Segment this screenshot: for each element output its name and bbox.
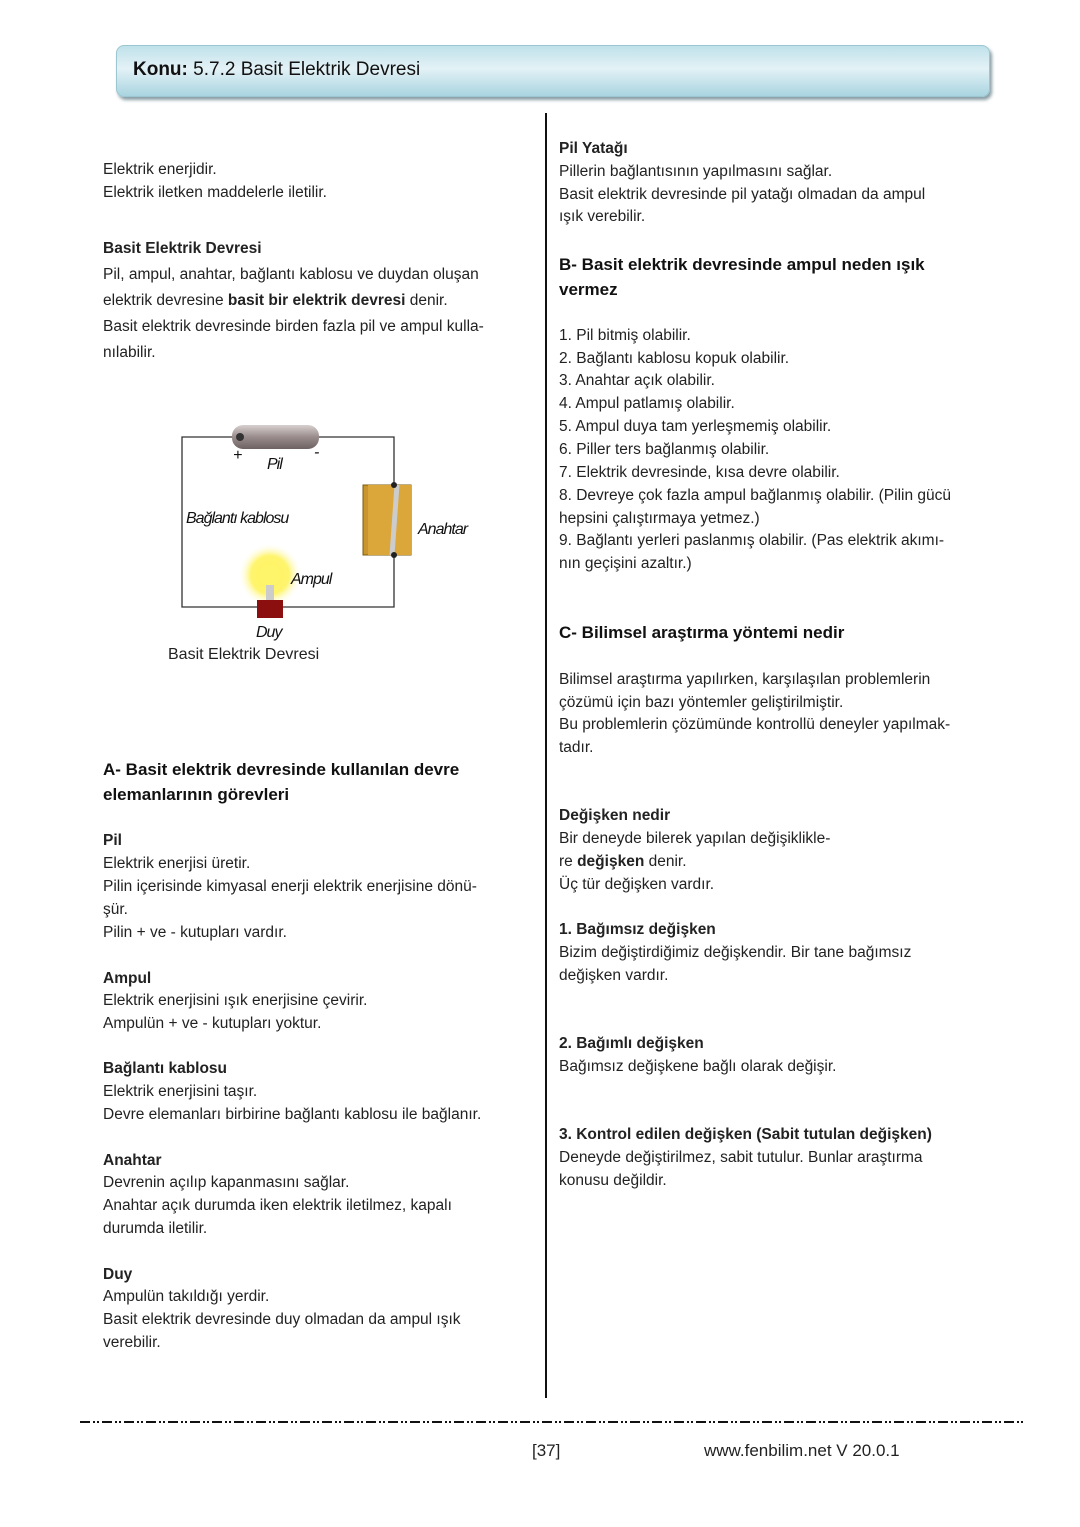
text-line: Pillerin bağlantısının yapılmasını sağlar. [559,163,833,180]
minus-label: - [314,444,319,461]
footer-divider [80,1421,1025,1423]
text-line: Ampulün + ve - kutupları yoktur. [103,1015,322,1032]
section-heading: B- Basit elektrik devresinde ampul neden ışık [559,255,925,274]
socket-icon [257,600,283,618]
item-title: 2. Bağımlı değişken [559,1035,704,1052]
text: re [559,853,578,870]
section-heading: C- Bilimsel araştırma yöntemi nedir [559,623,845,642]
figure-caption: Basit Elektrik Devresi [168,646,320,663]
text-line: çözümü için bazı yöntemler geliştirilmiştir. [559,694,844,711]
item-title: Duy [103,1266,133,1283]
item-title: Değişken nedir [559,807,671,824]
text-line: Elektrik enerjidir. [103,161,217,178]
section-heading: elemanlarının görevleri [103,785,290,804]
text-line: Bağımsız değişkene bağlı olarak değişir. [559,1058,837,1075]
list-item: 2. Bağlantı kablosu kopuk olabilir. [559,350,790,367]
section-heading: A- Basit elektrik devresinde kullanılan devre [103,760,460,779]
switch-label: Anahtar [418,521,468,538]
list-item: 7. Elektrik devresinde, kısa devre olabilir. [559,464,840,481]
text-line: Devrenin açılıp kapanmasını sağlar. [103,1174,350,1191]
item-title: Pil Yatağı [559,140,628,157]
section-title: Basit Elektrik Devresi [103,240,262,257]
section-heading: vermez [559,280,618,299]
item-title: Pil [103,832,122,849]
item-title: 3. Kontrol edilen değişken (Sabit tutulan değişken) [559,1126,932,1143]
text-line: şür. [103,901,128,918]
text: denir. [405,292,448,309]
text-line: Basit elektrik devresinde birden fazla pil ve ampul kulla- [103,318,484,335]
list-item: 3. Anahtar açık olabilir. [559,372,715,389]
page-number: [37] [532,1441,561,1460]
text-line: Anahtar açık durumda iken elektrik iletilmez, kapalı [103,1197,452,1214]
list-item: 1. Pil bitmiş olabilir. [559,327,691,344]
text-line: Deneyde değiştirilmez, sabit tutulur. Bunlar araştırma [559,1149,923,1166]
text-line: ışık verebilir. [559,208,646,225]
text-line: Basit elektrik devresinde pil yatağı olmadan da ampul [559,186,926,203]
text-line: değişken vardır. [559,967,669,984]
text: elektrik devresine [103,292,228,309]
item-title: Ampul [103,970,152,987]
text-line: Basit elektrik devresinde duy olmadan da ampul ışık [103,1311,461,1328]
topic-title [133,59,420,81]
bold-term: değişken [577,853,645,870]
item-title: 1. Bağımsız değişken [559,921,716,938]
battery-icon [232,425,319,449]
wire-label: Bağlantı kablosu [186,510,289,527]
topic-label: Konu: [133,59,188,80]
list-item: hepsini çalıştırmaya yetmez.) [559,510,760,527]
text-line: Elektrik enerjisini ışık enerjisine çevirir. [103,992,368,1009]
list-item: nın geçişini azaltır.) [559,555,692,572]
text-line [559,852,687,872]
text-line: verebilir. [103,1334,161,1351]
circuit-diagram [160,415,480,675]
text-line: Pilin + ve - kutupları vardır. [103,924,287,941]
text: denir. [644,853,687,870]
bulb-label: Ampul [291,571,332,588]
text-line: Pil, ampul, anahtar, bağlantı kablosu ve duydan oluşan [103,266,479,283]
list-item: 4. Ampul patlamış olabilir. [559,395,735,412]
plus-label: + [233,447,242,464]
socket-label: Duy [256,624,282,641]
list-item: 5. Ampul duya tam yerleşmemiş olabilir. [559,418,832,435]
text-line: Elektrik iletken maddelerle iletilir. [103,184,327,201]
text-line: Bu problemlerin çözümünde kontrollü deneyler yapılmak- [559,716,951,733]
topic-header [116,45,990,97]
item-title: Bağlantı kablosu [103,1060,228,1077]
site-version: www.fenbilim.net V 20.0.1 [704,1441,900,1460]
item-title: Anahtar [103,1152,162,1169]
list-item: 8. Devreye çok fazla ampul bağlanmış olabilir. (Pilin gücü [559,487,951,504]
text-line: Bizim değiştirdiğimiz değişkendir. Bir tane bağımsız [559,944,912,961]
text-line: Bir deneyde bilerek yapılan değişiklikle- [559,830,831,847]
text-line: Ampulün takıldığı yerdir. [103,1288,270,1305]
text-line: Pilin içerisinde kimyasal enerji elektrik enerjisine dönü- [103,878,477,895]
column-divider [545,113,547,1398]
text-line: nılabilir. [103,344,156,361]
bold-term: basit bir elektrik devresi [227,292,406,309]
list-item: 6. Piller ters bağlanmış olabilir. [559,441,770,458]
text-line [103,291,448,311]
text-line: durumda iletilir. [103,1220,208,1237]
battery-label: Pil [267,456,282,473]
text-line: Bilimsel araştırma yapılırken, karşılaşılan problemlerin [559,671,931,688]
text-line: Devre elemanları birbirine bağlantı kablosu ile bağlanır. [103,1106,482,1123]
bulb-icon [259,564,281,586]
list-item: 9. Bağlantı yerleri paslanmış olabilir. (Pas elektrik akımı- [559,532,945,549]
text-line: Üç tür değişken vardır. [559,876,715,893]
text-line: tadır. [559,739,594,756]
topic-text: 5.7.2 Basit Elektrik Devresi [193,59,421,80]
text-line: Elektrik enerjisini taşır. [103,1083,258,1100]
text-line: konusu değildir. [559,1172,667,1189]
text-line: Elektrik enerjisi üretir. [103,855,251,872]
